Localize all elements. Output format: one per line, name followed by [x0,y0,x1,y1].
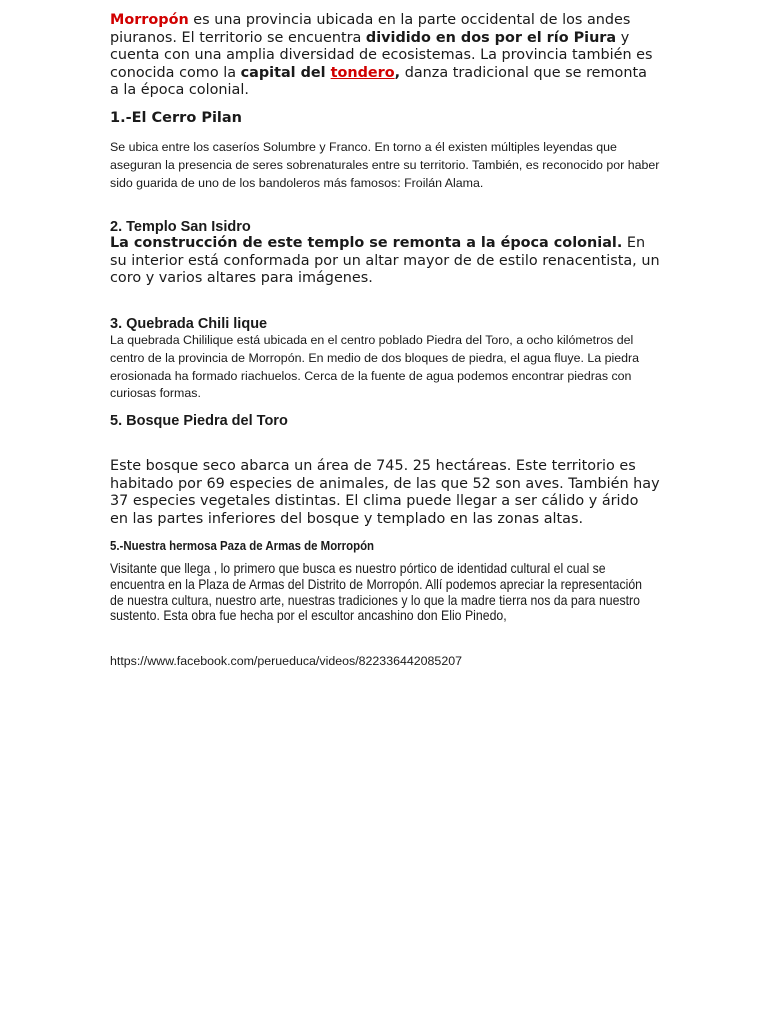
river-highlight: dividido en dos por el río Piura [365,29,617,46]
paragraph-templo-san-isidro [110,235,660,288]
heading-cerro-pilan: 1.-El Cerro Pilan [110,110,243,126]
heading-plaza-armas: 5.-Nuestra hermosa Paza de Armas de Morropón [110,538,375,553]
paragraph-quebrada: La quebrada Chililique está ubicada en el centro poblado Piedra del Toro, a ocho kilómetros del centro de la provincia de Morropón. En medio de dos bloques de piedra, el agua fluye. La piedra erosionada ha formado riachuelos. Cerca de la fuente de agua podemos encontrar piedras con curiosas formas. [110,333,640,401]
paragraph-bosque: Este bosque seco abarca un área de 745. 25 hectáreas. Este territorio es habitado por 69 especies de animales, de las que 52 son aves. También hay 37 especies vegetales distintas. El clima puede llegar a ser cálido y árido en las partes inferiores del bosque y templado en las zonas altas. [110,458,660,527]
province-name: Morropón [110,12,189,28]
capital-label: capital del [240,64,331,81]
tondero-link[interactable]: tondero [330,64,395,81]
intro-text-2: y cuenta con una amplia diversidad de ecosistemas. La provincia también es conocida como la [110,29,653,81]
intro-paragraph [110,12,660,100]
heading-quebrada: 3. Quebrada Chili lique [110,316,268,332]
intro-text-3: danza tradicional que se remonta a la época colonial. [110,64,647,99]
paragraph-plaza-armas: Visitante que llega , lo primero que busca es nuestro pórtico de identidad cultural el cual se encuentra en la Plaza de Armas del Distrito de Morropón. Allí podemos apreciar la representación de nuestra cultura, nuestro arte, nuestras tradiciones y lo que la madre tierra nos da para nuestro sustento. Esta obra fue hecha por el escultor ancashino don Elio Pinedo, [110,561,643,624]
paragraph-cerro-pilan: Se ubica entre los caseríos Solumbre y Franco. En torno a él existen múltiples leyendas que aseguran la presencia de seres sobrenaturales entre su territorio. También, es reconocido por haber sido guarida de uno de los bandoleros más famosos: Froilán Alama. [110,140,660,190]
intro-text-1: es una provincia ubicada en la parte occidental de los andes piuranos. El territorio se encuentra [110,12,631,46]
facebook-video-link[interactable]: https://www.facebook.com/perueduca/videos/822336442085207 [110,654,463,668]
templo-bold-sentence: La construcción de este templo se remonta a la época colonial. [110,235,623,251]
intro-comma: , [394,64,401,81]
heading-templo-san-isidro: 2. Templo San Isidro [110,219,251,235]
templo-body: En su interior está conformada por un altar mayor de de estilo renacentista, un coro y varios altares para imágenes. [110,235,660,287]
heading-bosque: 5. Bosque Piedra del Toro [110,413,288,429]
